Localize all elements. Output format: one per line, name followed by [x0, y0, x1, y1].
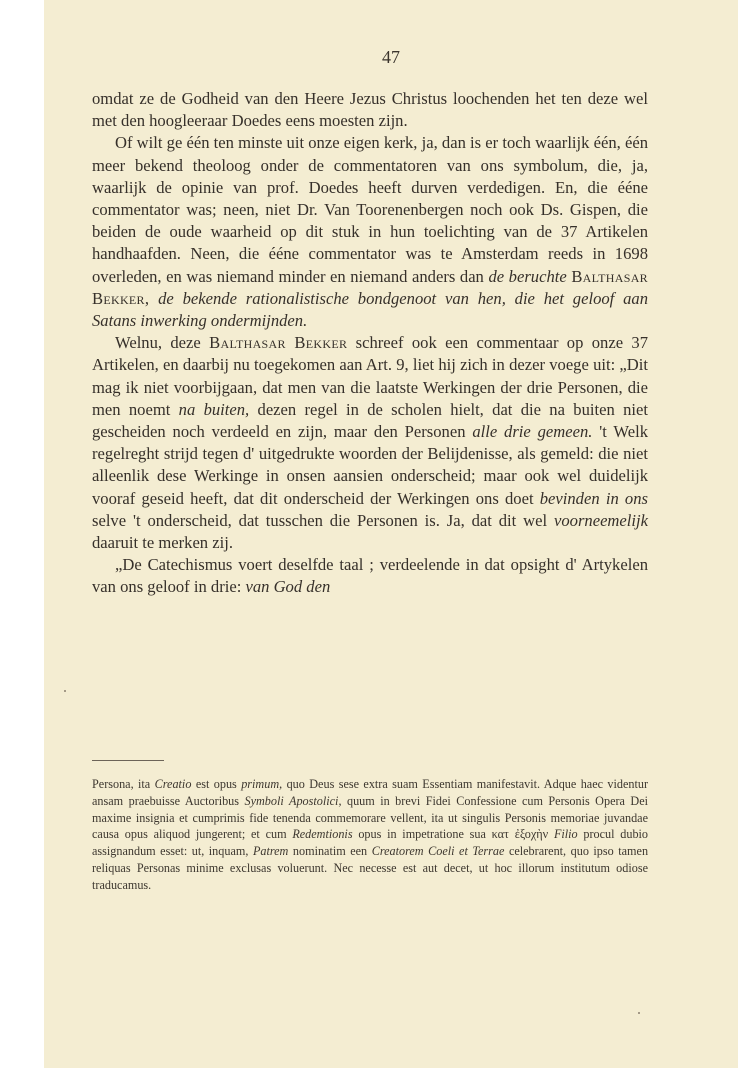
footnote-italic-7: Creatorem Coeli et Terrae: [371, 844, 505, 859]
paragraph-2-italic-2: de bekende rationalistische bondgenoot van hen, die het geloof aan Satans inwerking ondermijnden.: [92, 288, 648, 331]
footnote-text-7: nominatim een: [292, 844, 368, 859]
footnote-text-2: est opus: [195, 777, 237, 791]
book-page: [44, 0, 738, 1068]
footnote-paragraph: [92, 776, 648, 894]
paragraph-3-text-3: dezen regel in de scholen hielt, dat die na buiten niet gescheiden noch verdeeld en zijn, maar den Personen: [92, 399, 648, 442]
paragraph-3-text-5: selve 't onderscheid, dat tusschen die Personen is. Ja, dat dit wel: [92, 510, 548, 530]
paragraph-3-text-1: Welnu, deze: [115, 333, 201, 353]
paragraph-3: [92, 332, 648, 554]
footnote-italic-1: Creatio: [154, 777, 192, 791]
page-speck: [638, 1012, 640, 1014]
paragraph-3-italic-3: bevinden in ons: [539, 488, 648, 508]
footnote-italic-3: Symboli Apostolici,: [244, 793, 342, 808]
footnote: [92, 776, 648, 894]
footnote-text-5: opus in impetratione sua: [358, 827, 486, 842]
paragraph-2-italic-1: de beruchte: [488, 266, 567, 286]
paragraph-3-smallcaps-1: Balthasar Bekker: [209, 333, 348, 353]
page-number: 47: [382, 47, 400, 67]
paragraph-4-text-1: „De Catechismus voert deselfde taal ; verdeelende in dat opsight d' Artykelen van ons geloof in drie:: [92, 555, 648, 597]
footnote-italic-5: Filio: [553, 827, 578, 842]
footnote-text-8: celebrarent, quo ipso tamen reliquas Personas minime exclusas voluerunt. Nec necesse est aut decet, ut hoc illorum institutum odiose traducamus.: [92, 844, 649, 892]
footnote-text-6: procul dubio assignandum esset: ut, inquam,: [92, 827, 649, 859]
paragraph-3-text-4: 't Welk regelreght strijd tegen d' uitgedrukte woorden der Belijdenisse, als gemeld: die niet alleenlik dese Werkinge in onsen aansien onderscheid; maar ook wel duidelijk vooraf geseid heeft, dat dit onderscheid der Werkingen ons doet: [92, 422, 648, 508]
footnote-greek: κατ ἐξοχὴν: [491, 827, 549, 842]
paragraph-3-italic-1: na buiten,: [178, 399, 250, 419]
footnote-italic-4: Redemtionis: [292, 827, 353, 842]
footnote-text-1: Persona, ita: [92, 777, 151, 791]
paragraph-3-italic-2: alle drie gemeen.: [472, 422, 593, 442]
paragraph-3-text-2: schreef ook een commentaar op onze 37 Artikelen, en daarbij nu toegekomen aan Art. 9, liet hij zich in dezer voege uit: „Dit mag ik niet voorbijgaan, dat men van die laatste Werkingen der drie Personen, die men noemt: [92, 333, 648, 419]
footnote-divider: [92, 760, 164, 761]
paragraph-2-text-1: Of wilt ge één ten minste uit onze eigen kerk, ja, dan is er toch waarlijk één, één meer bekend theoloog onder de commentatoren van ons symbolum, die, ja, waarlijk de opinie van prof. Doedes heeft durven verdedigen. En, die ééne commentator was; neen, niet Dr. Van Toorenenbergen noch ook Ds. Gispen, die beiden de oude waarheid op dit stuk in hun toelichting van de 37 Artikelen handhaafden. Neen, die ééne commentator was te Amsterdam reeds in 1698 overleden, en was niemand minder en niemand anders dan: [92, 133, 648, 286]
paragraph-1-text: omdat ze de Godheid van den Heere Jezus Christus loochenden het ten deze wel met den hoogleeraar Doedes eens moesten zijn.: [92, 89, 648, 131]
paragraph-2-smallcaps-1: Balthasar Bekker,: [92, 266, 648, 308]
paragraph-1: [92, 88, 648, 132]
page-speck: [64, 690, 66, 692]
main-text: [92, 88, 648, 599]
footnote-italic-2: primum,: [241, 777, 283, 791]
footnote-text-4: quum in brevi Fidei Confessione cum Personis Opera Dei maxime insignia et cumprimis fide tenenda commemorare vellent, ita ut singulis Personis memoriae juvandae causa opus aliquod jungerent; et cum: [92, 793, 649, 842]
paragraph-4: [92, 554, 648, 598]
footnote-text-3: quo Deus sese extra suam Essentiam manifestavit. Adque haec videntur ansam praebuisse Auctoribus: [92, 777, 649, 808]
paragraph-3-italic-4: voorneemelijk: [553, 510, 648, 530]
footnote-italic-6: Patrem: [252, 844, 289, 859]
paragraph-4-italic-1: van God den: [245, 577, 331, 597]
paragraph-2: [92, 132, 648, 332]
paragraph-3-text-6: daaruit te merken zij.: [92, 533, 233, 553]
